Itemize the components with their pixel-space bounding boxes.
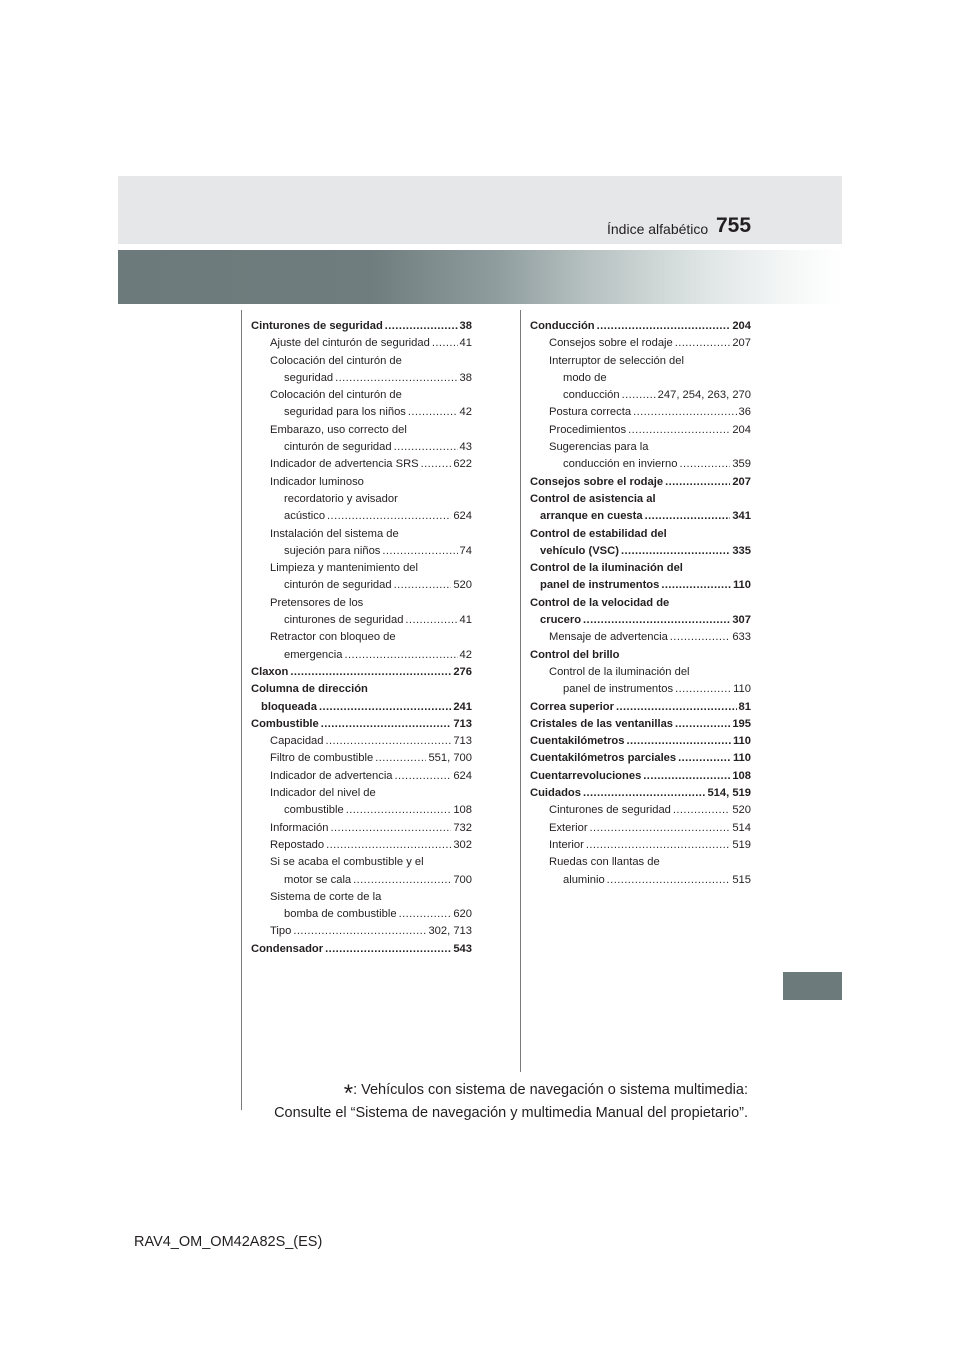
index-entry-text: Cristales de las ventanillas <box>530 717 674 730</box>
index-entry <box>530 612 751 629</box>
index-entry-text: Filtro de combustible <box>270 752 374 765</box>
index-entry-text: Cuentarrevoluciones <box>530 769 642 782</box>
footnote-text-1: : Vehículos con sistema de navegación o sistema multimedia: <box>353 1082 748 1098</box>
index-entry <box>530 543 751 560</box>
section-title: Índice alfabético <box>607 221 709 237</box>
index-entry-text: Ruedas con llantas de <box>549 856 660 869</box>
index-entry <box>530 750 751 767</box>
index-entry-page: 341 <box>732 510 751 523</box>
index-entry <box>530 508 751 525</box>
index-entry <box>530 872 751 889</box>
index-entry-text: Correa superior <box>530 700 614 713</box>
index-entry-page: 713 <box>453 735 472 748</box>
index-entry-page: 247, 254, 263, 270 <box>657 389 751 402</box>
index-entry-page: 204 <box>732 423 751 436</box>
index-entry-text: Consejos sobre el rodaje <box>549 337 673 350</box>
index-entry-text: Ajuste del cinturón de seguridad <box>270 337 430 350</box>
index-entry-text: Tipo <box>270 925 292 938</box>
index-entry-page: 207 <box>732 337 751 350</box>
index-entry-text: Cuentakilómetros <box>530 735 625 748</box>
index-entry-page: 732 <box>453 821 472 834</box>
index-entry-page: 520 <box>453 579 472 592</box>
index-entry <box>251 577 472 594</box>
dot-leader <box>679 456 730 473</box>
index-entry <box>251 508 472 525</box>
index-entry <box>530 526 751 543</box>
index-entry-text: combustible <box>284 804 344 817</box>
index-entry-text: Información <box>270 821 329 834</box>
index-entry-text: Sugerencias para la <box>549 441 649 454</box>
dot-leader <box>622 387 656 404</box>
index-entry-page: 110 <box>732 752 751 765</box>
footnote-line-2: Consulte el “Sistema de navegación y multimedia Manual del propietario”. <box>274 1105 748 1121</box>
index-entry <box>530 716 751 733</box>
index-entry-page: 110 <box>733 683 751 696</box>
index-entry-page: 207 <box>732 475 751 488</box>
index-entry-text: Procedimientos <box>549 423 627 436</box>
index-entry-text: Limpieza y mantenimiento del <box>270 562 418 575</box>
index-entry <box>251 560 472 577</box>
index-entry <box>530 681 751 698</box>
index-entry-text: panel de instrumentos <box>540 579 660 592</box>
index-entry <box>251 837 472 854</box>
dot-leader <box>661 577 731 594</box>
dot-leader <box>665 474 730 491</box>
index-entry-text: aluminio <box>563 873 605 886</box>
index-entry-page: 624 <box>453 769 472 782</box>
index-entry <box>251 889 472 906</box>
index-entry <box>251 439 472 456</box>
left-rule <box>241 310 242 1110</box>
index-entry <box>251 422 472 439</box>
index-entry <box>251 906 472 923</box>
footnote-line-1 <box>344 1080 748 1108</box>
index-entry <box>251 456 472 473</box>
index-entry <box>530 474 751 491</box>
index-entry-text: Mensaje de advertencia <box>549 631 668 644</box>
index-entry-page: 633 <box>732 631 751 644</box>
dot-leader <box>675 335 731 352</box>
index-entry-text: Interruptor de selección del <box>549 354 684 367</box>
dot-leader <box>394 577 452 594</box>
index-entry-text: motor se cala <box>284 873 352 886</box>
index-entry <box>251 923 472 940</box>
dot-leader <box>670 629 731 646</box>
index-entry-text: Control de estabilidad del <box>530 527 667 540</box>
index-entry-text: Condensador <box>251 942 324 955</box>
index-entry-text: seguridad para los niños <box>284 406 406 419</box>
dot-leader <box>421 456 452 473</box>
index-entry <box>530 387 751 404</box>
index-entry <box>530 595 751 612</box>
dot-leader <box>326 733 452 750</box>
index-entry <box>530 647 751 664</box>
index-entry <box>251 941 472 958</box>
index-entry-text: cinturón de seguridad <box>284 579 392 592</box>
dot-leader <box>290 664 451 681</box>
index-entry-page: 110 <box>732 579 751 592</box>
index-entry-text: Cuidados <box>530 787 581 800</box>
index-entry-page: 713 <box>453 717 472 730</box>
dot-leader <box>293 923 426 940</box>
index-entry-text: Consejos sobre el rodaje <box>530 475 664 488</box>
index-entry <box>251 733 472 750</box>
column-divider <box>520 310 521 1072</box>
index-entry <box>530 802 751 819</box>
index-entry-text: Exterior <box>549 821 588 834</box>
index-entry-page: 74 <box>459 544 472 557</box>
dot-leader <box>395 768 452 785</box>
index-entry-text: Conducción <box>530 320 595 332</box>
index-entry <box>251 491 472 508</box>
index-entry-text: Postura correcta <box>549 406 632 419</box>
index-entry-page: 241 <box>453 700 472 713</box>
index-entry-text: Control del brillo <box>530 648 620 661</box>
index-entry <box>530 370 751 387</box>
dot-leader <box>597 318 731 335</box>
index-entry <box>530 335 751 352</box>
index-entry <box>251 404 472 421</box>
index-entry-page: 514 <box>732 821 751 834</box>
index-entry-text: recordatorio y avisador <box>284 492 398 505</box>
index-entry <box>530 422 751 439</box>
index-entry-page: 81 <box>738 700 751 713</box>
index-entry-text: Indicador de advertencia SRS <box>270 458 419 471</box>
index-entry <box>251 820 472 837</box>
index-entry-page: 195 <box>732 717 751 730</box>
index-entry <box>530 768 751 785</box>
index-entry-text: crucero <box>540 614 582 627</box>
index-entry-text: modo de <box>563 371 607 384</box>
dot-leader <box>627 733 731 750</box>
index-entry-text: vehículo (VSC) <box>540 544 619 557</box>
dot-leader <box>321 716 452 733</box>
index-entry <box>251 318 472 335</box>
index-entry-page: 519 <box>732 838 751 851</box>
index-entry-page: 624 <box>453 510 472 523</box>
index-entry-text: cinturón de seguridad <box>284 441 392 454</box>
index-entry-text: seguridad <box>284 371 334 384</box>
index-entry-text: Colocación del cinturón de <box>270 389 402 402</box>
index-entry <box>530 820 751 837</box>
index-entry <box>530 699 751 716</box>
index-entry <box>530 629 751 646</box>
index-entry-text: Instalación del sistema de <box>270 527 399 540</box>
index-entry <box>251 474 472 491</box>
index-entry-page: 302 <box>453 838 472 851</box>
index-entry-text: Capacidad <box>270 735 324 748</box>
index-entry-text: Control de la iluminación del <box>530 562 683 575</box>
index-entry-text: Indicador de advertencia <box>270 769 393 782</box>
index-entry <box>251 681 472 698</box>
index-entry-page: 41 <box>459 337 472 350</box>
index-entry-page: 38 <box>459 371 472 384</box>
index-entry <box>530 854 751 871</box>
index-entry-text: conducción en invierno <box>563 458 678 471</box>
dot-leader <box>583 612 730 629</box>
index-entry-text: Control de la iluminación del <box>549 665 690 678</box>
index-entry-page: 520 <box>732 804 751 817</box>
index-entry <box>251 629 472 646</box>
index-entry-text: Combustible <box>251 717 319 730</box>
dot-leader <box>399 906 452 923</box>
index-entry <box>251 750 472 767</box>
index-entry-text: Indicador del nivel de <box>270 787 376 800</box>
dot-leader <box>408 404 458 421</box>
index-entry-text: Control de asistencia al <box>530 492 656 505</box>
index-entry-text: conducción <box>563 389 620 402</box>
dot-leader <box>330 820 451 837</box>
page-number: 755 <box>716 214 752 237</box>
index-entry <box>530 577 751 594</box>
index-entry <box>251 595 472 612</box>
index-entry <box>251 785 472 802</box>
index-entry-page: 108 <box>732 769 751 782</box>
index-entry-text: Repostado <box>270 838 325 851</box>
index-entry-text: arranque en cuesta <box>540 510 643 523</box>
index-entry <box>530 439 751 456</box>
document-code: RAV4_OM_OM42A82S_(ES) <box>134 1234 323 1250</box>
index-entry-text: cinturones de seguridad <box>284 614 404 627</box>
index-entry <box>251 387 472 404</box>
dot-leader <box>616 699 737 716</box>
chapter-tab <box>783 972 842 1000</box>
dot-leader <box>405 612 457 629</box>
index-entry-text: Cinturones de seguridad <box>251 320 383 332</box>
index-entry-page: 515 <box>732 873 751 886</box>
dot-leader <box>645 508 731 525</box>
index-entry-page: 42 <box>459 406 472 419</box>
index-entry-text: Control de la velocidad de <box>530 596 670 609</box>
index-entry-text: emergencia <box>284 648 343 661</box>
index-entry-page: 551, 700 <box>428 752 472 765</box>
dot-leader <box>394 439 458 456</box>
dot-leader <box>326 837 451 854</box>
index-entry <box>251 370 472 387</box>
index-entry-text: Cuentakilómetros parciales <box>530 752 677 765</box>
dot-leader <box>335 370 457 387</box>
index-entry <box>251 664 472 681</box>
dot-leader <box>325 941 451 958</box>
index-entry <box>251 612 472 629</box>
dot-leader <box>607 872 731 889</box>
index-entry-page: 620 <box>453 908 472 921</box>
index-entry-text: Claxon <box>251 665 289 678</box>
dot-leader <box>633 404 736 421</box>
index-entry-text: Retractor con bloqueo de <box>270 631 396 644</box>
index-entry-page: 543 <box>453 942 472 955</box>
dot-leader <box>385 318 458 335</box>
index-entry-text: Colocación del cinturón de <box>270 354 402 367</box>
index-entry-page: 38 <box>459 320 472 332</box>
index-entry-text: Pretensores de los <box>270 596 364 609</box>
index-entry-page: 110 <box>732 735 751 748</box>
index-entry <box>251 543 472 560</box>
dot-leader <box>382 543 457 560</box>
index-entry-page: 41 <box>459 614 472 627</box>
dot-leader <box>621 543 730 560</box>
index-entry <box>530 733 751 750</box>
index-entry-text: Si se acaba el combustible y el <box>270 856 424 869</box>
index-entry <box>251 699 472 716</box>
index-entry-page: 514, 519 <box>707 787 751 800</box>
dot-leader <box>583 785 705 802</box>
dot-leader <box>628 422 730 439</box>
index-entry-page: 276 <box>453 665 472 678</box>
index-entry <box>530 456 751 473</box>
dot-leader <box>673 802 730 819</box>
index-entry-page: 42 <box>459 648 472 661</box>
footnote-star: * <box>343 1080 354 1107</box>
index-entry <box>530 318 751 335</box>
dot-leader <box>675 681 731 698</box>
index-entry-page: 108 <box>453 804 472 817</box>
index-entry <box>530 491 751 508</box>
index-entry-text: Sistema de corte de la <box>270 890 382 903</box>
index-entry <box>530 353 751 370</box>
index-column-left <box>251 318 472 958</box>
index-entry-page: 302, 713 <box>428 925 472 938</box>
index-entry <box>530 837 751 854</box>
index-entry-page: 700 <box>453 873 472 886</box>
index-entry <box>251 802 472 819</box>
index-entry <box>530 664 751 681</box>
index-entry-page: 36 <box>738 406 751 419</box>
index-entry <box>530 785 751 802</box>
index-entry-text: bomba de combustible <box>284 908 397 921</box>
index-entry-page: 204 <box>732 320 751 332</box>
index-entry <box>251 854 472 871</box>
index-entry-text: Cinturones de seguridad <box>549 804 671 817</box>
chapter-gradient-bar <box>118 250 842 304</box>
index-entry-text: Interior <box>549 838 584 851</box>
dot-leader <box>346 802 452 819</box>
index-entry-page: 335 <box>732 544 751 557</box>
index-entry-text: panel de instrumentos <box>563 683 674 696</box>
dot-leader <box>678 750 731 767</box>
index-entry-text: bloqueada <box>261 700 317 713</box>
index-entry-page: 622 <box>453 458 472 471</box>
dot-leader <box>319 699 451 716</box>
index-entry <box>251 526 472 543</box>
index-entry-page: 43 <box>459 441 472 454</box>
index-entry-text: Indicador luminoso <box>270 475 364 488</box>
dot-leader <box>327 508 451 525</box>
dot-leader <box>353 872 451 889</box>
index-entry <box>251 335 472 352</box>
dot-leader <box>344 647 457 664</box>
index-entry <box>251 768 472 785</box>
index-entry-text: Embarazo, uso correcto del <box>270 423 407 436</box>
index-entry <box>530 404 751 421</box>
dot-leader <box>590 820 731 837</box>
index-column-right <box>530 318 751 889</box>
index-entry-text: acústico <box>284 510 326 523</box>
dot-leader <box>586 837 731 854</box>
index-entry <box>251 716 472 733</box>
dot-leader <box>432 335 458 352</box>
index-entry-page: 307 <box>732 614 751 627</box>
index-entry-text: Columna de dirección <box>251 683 368 696</box>
index-entry-page: 359 <box>732 458 751 471</box>
index-entry-text: sujeción para niños <box>284 544 381 557</box>
index-entry <box>530 560 751 577</box>
index-entry <box>251 872 472 889</box>
index-entry <box>251 647 472 664</box>
dot-leader <box>675 716 730 733</box>
dot-leader <box>643 768 730 785</box>
index-entry <box>251 353 472 370</box>
dot-leader <box>375 750 426 767</box>
